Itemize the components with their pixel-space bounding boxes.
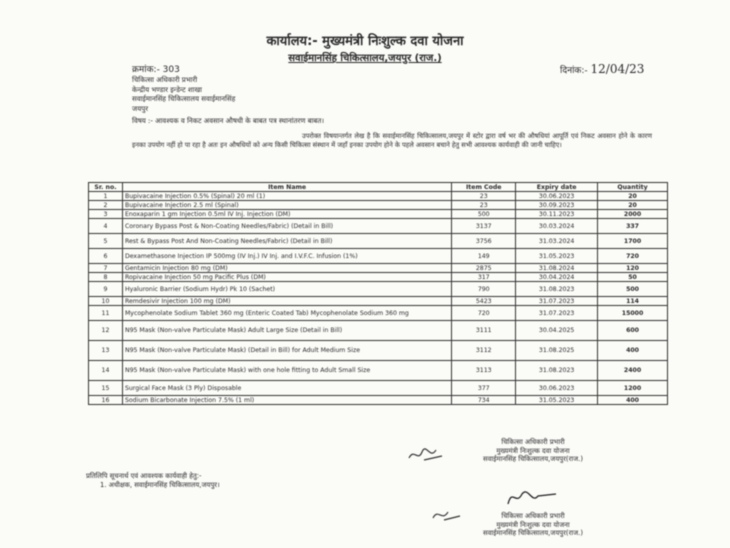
cell-expiry-date: 30.06.2023 [516,381,598,396]
cell-item-name: Mycophenolate Sodium Tablet 360 mg (Enteric Coated Tab) Mycophenolate Sodium 360 mg [122,306,451,321]
cell-sr-no: 1 [89,192,123,201]
cell-quantity: 50 [598,273,668,282]
cell-sr-no: 12 [89,321,123,341]
cell-item-name: N95 Mask (Non-valve Particulate Mask) (Detail in Bill) for Adult Medium Size [122,341,451,361]
table-row [89,273,668,282]
cell-item-name: Remdesivir Injection 100 mg (DM) [122,297,451,306]
cell-quantity: 2000 [598,210,668,219]
cell-item-code: 3137 [452,219,516,234]
cell-item-name: Coronary Bypass Post & Non-Coating Needles/Fabric) (Detail in Bill) [122,219,451,234]
cell-item-name: Bupivacaine Injection 2.5 ml (Spinal) [122,201,451,210]
cell-item-code: 377 [452,381,516,396]
cell-item-name: Hyaluronic Barrier (Sodium Hydr) Pk 10 (Sachet) [122,282,451,297]
cell-item-name: N95 Mask (Non-valve Particulate Mask) Adult Large Size (Detail in Bill) [122,321,451,341]
cell-expiry-date: 30.03.2024 [516,219,598,234]
signatory-title: चिकित्सा अधिकारी प्रभारी [501,438,565,446]
cell-quantity: 720 [598,249,668,264]
cell-sr-no: 3 [89,210,123,219]
address-block [132,76,235,114]
cell-item-name: Bupivacaine Injection 0.5% (Spinal) 20 ml (1) [122,192,451,201]
cell-item-code: 734 [452,396,516,405]
cell-quantity: 400 [598,341,668,361]
cell-expiry-date: 31.03.2024 [516,234,598,249]
cell-quantity: 337 [598,219,668,234]
table-row [89,321,668,341]
signature-scribble-1 [406,444,446,466]
cell-item-name: Enoxaparin 1 gm Injection 0.5ml IV Inj. Injection (DM) [122,210,451,219]
cell-sr-no: 4 [89,219,123,234]
cell-item-code: 500 [452,210,516,219]
table-row [89,396,668,405]
cell-sr-no: 5 [89,234,123,249]
cell-expiry-date: 31.07.2023 [516,297,598,306]
signatory-office: सवाईमानसिंह चिकित्सालय,जयपुर(राज.) [483,455,583,463]
cell-expiry-date: 31.05.2023 [516,249,598,264]
signatory-office: सवाईमानसिंह चिकित्सालय,जयपुर(राज.) [483,529,583,537]
cell-quantity: 600 [598,321,668,341]
cell-sr-no: 14 [89,361,123,381]
table-row [89,361,668,381]
cell-sr-no: 2 [89,201,123,210]
cell-expiry-date: 31.08.2023 [516,282,598,297]
table-row [89,192,668,201]
table-row [89,219,668,234]
copy-to-item: 1. अधीक्षक, सवाईमानसिंह चिकित्सालय,जयपुर। [100,481,220,489]
cell-item-code: 23 [452,192,516,201]
col-header-quantity: Quantity [598,183,668,192]
reference-number: क्रमांक:- 303 [132,65,180,75]
cell-item-name: Ropivacaine Injection 50 mg Pacific Plus (DM) [122,273,451,282]
table-row [89,234,668,249]
cell-item-name: Gentamicin Injection 80 mg (DM) [122,264,451,273]
body-text: उपरोक्त विषयान्तर्गत लेख है कि सवाईमानसिंह चिकित्सालय,जयपुर में स्टोर द्वारा वर्ष भर की औषधियां आपूर्ति एवं निकट अवसान होने के कारण इनका उपयोग नहीं हो पा रहा है अतः इन औषधियों को अन्य किसी चिकित्सा संस्थान में जहाँ इनका उपयोग होने के पहले अवसान बचाने हेतु सभी आवश्यक कार्यवाही की जानी चाहिए। [132,132,652,149]
copy-to-block [86,472,220,490]
cell-sr-no: 13 [89,341,123,361]
cell-item-code: 23 [452,201,516,210]
col-header-expiry: Expiry date [516,183,598,192]
table-row [89,249,668,264]
cell-quantity: 20 [598,201,668,210]
table-row [89,210,668,219]
cell-quantity: 2400 [598,361,668,381]
cell-item-code: 720 [452,306,516,321]
cell-sr-no: 15 [89,381,123,396]
body-paragraph [132,132,652,150]
cell-expiry-date: 30.04.2025 [516,321,598,341]
date-value: 12/04/23 [590,62,645,76]
table-row [89,306,668,321]
copy-to-heading: प्रतिलिपि सूचनार्थ एवं आवश्यक कार्यवाही हेतु:- [86,472,202,480]
cell-sr-no: 6 [89,249,123,264]
table-header-row [89,183,668,192]
cell-item-code: 5423 [452,297,516,306]
signatory-scheme: मुख्यमंत्री निःशुल्क दवा योजना [496,446,570,455]
col-header-sr: Sr. no. [89,183,123,192]
signature-block-2 [448,512,618,538]
table-row [89,297,668,306]
table-row [89,381,668,396]
cell-sr-no: 7 [89,264,123,273]
cell-item-code: 3756 [452,234,516,249]
signatory-scheme: मुख्यमंत्री निःशुल्क दवा योजना [496,520,570,529]
address-line: सवाईमानसिंह चिकित्सालय सवाईमानसिंह [132,95,236,103]
expiry-items-table [88,182,668,405]
cell-item-code: 2875 [452,264,516,273]
cell-item-name: Surgical Face Mask (3 Ply) Disposable [122,381,451,396]
cell-item-code: 3112 [452,341,516,361]
date-label: दिनांक:- [560,66,588,76]
table-row [89,282,668,297]
cell-quantity: 500 [598,282,668,297]
table-body [89,192,668,405]
cell-quantity: 400 [598,396,668,405]
cell-quantity: 1200 [598,381,668,396]
cell-sr-no: 10 [89,297,123,306]
cell-sr-no: 9 [89,282,123,297]
signature-scribble-2 [502,484,562,510]
cell-expiry-date: 31.07.2023 [516,306,598,321]
col-header-item-code: Item Code [452,183,516,192]
cell-expiry-date: 31.08.2025 [516,341,598,361]
table-row [89,341,668,361]
cell-item-name: Dexamethasone Injection IP 500mg (IV Inj.) IV Inj. and I.V.F.C. Infusion (1%) [122,249,451,264]
cell-quantity: 114 [598,297,668,306]
cell-item-code: 3113 [452,361,516,381]
cell-item-code: 317 [452,273,516,282]
signature-block-1 [448,438,618,464]
cell-sr-no: 16 [89,396,123,405]
table-row [89,201,668,210]
cell-item-name: Sodium Bicarbonate Injection 7.5% (1 ml) [122,396,451,405]
cell-expiry-date: 31.08.2024 [516,264,598,273]
subject-line: विषय :- आवश्यक व निकट अवसान औषधी के बाबत पत्र स्थानांतरण बाबत। [132,117,325,125]
cell-expiry-date: 30.04.2024 [516,273,598,282]
cell-quantity: 120 [598,264,668,273]
cell-expiry-date: 30.11.2023 [516,210,598,219]
address-line: जयपुर [132,104,149,113]
cell-item-code: 149 [452,249,516,264]
cell-expiry-date: 31.08.2023 [516,361,598,381]
cell-sr-no: 8 [89,273,123,282]
cell-expiry-date: 30.09.2023 [516,201,598,210]
cell-quantity: 15000 [598,306,668,321]
cell-expiry-date: 31.05.2023 [516,396,598,405]
cell-quantity: 1700 [598,234,668,249]
cell-item-code: 790 [452,282,516,297]
cell-expiry-date: 30.06.2023 [516,192,598,201]
address-line: चिकित्सा अधिकारी प्रभारी [132,76,198,84]
table-row [89,264,668,273]
signatory-title: चिकित्सा अधिकारी प्रभारी [501,512,565,520]
date-line [560,62,644,76]
cell-quantity: 20 [598,192,668,201]
cell-item-name: Rest & Bypass Post And Non-Coating Needles/Fabric) (Detail in Bill) [122,234,451,249]
address-line: केन्द्रीय भण्डार इन्डेन्ट शाखा [132,85,202,94]
office-subtitle: सवाईमानसिंह चिकित्सालय,जयपुर (राज.) [288,53,442,64]
cell-item-name: N95 Mask (Non-valve Particulate Mask) with one hole fitting to Adult Small Size [122,361,451,381]
cell-sr-no: 11 [89,306,123,321]
col-header-item-name: Item Name [122,183,451,192]
office-title: कार्यालय:- मुख्यमंत्री निःशुल्क दवा योजना [266,34,464,49]
cell-item-code: 3111 [452,321,516,341]
